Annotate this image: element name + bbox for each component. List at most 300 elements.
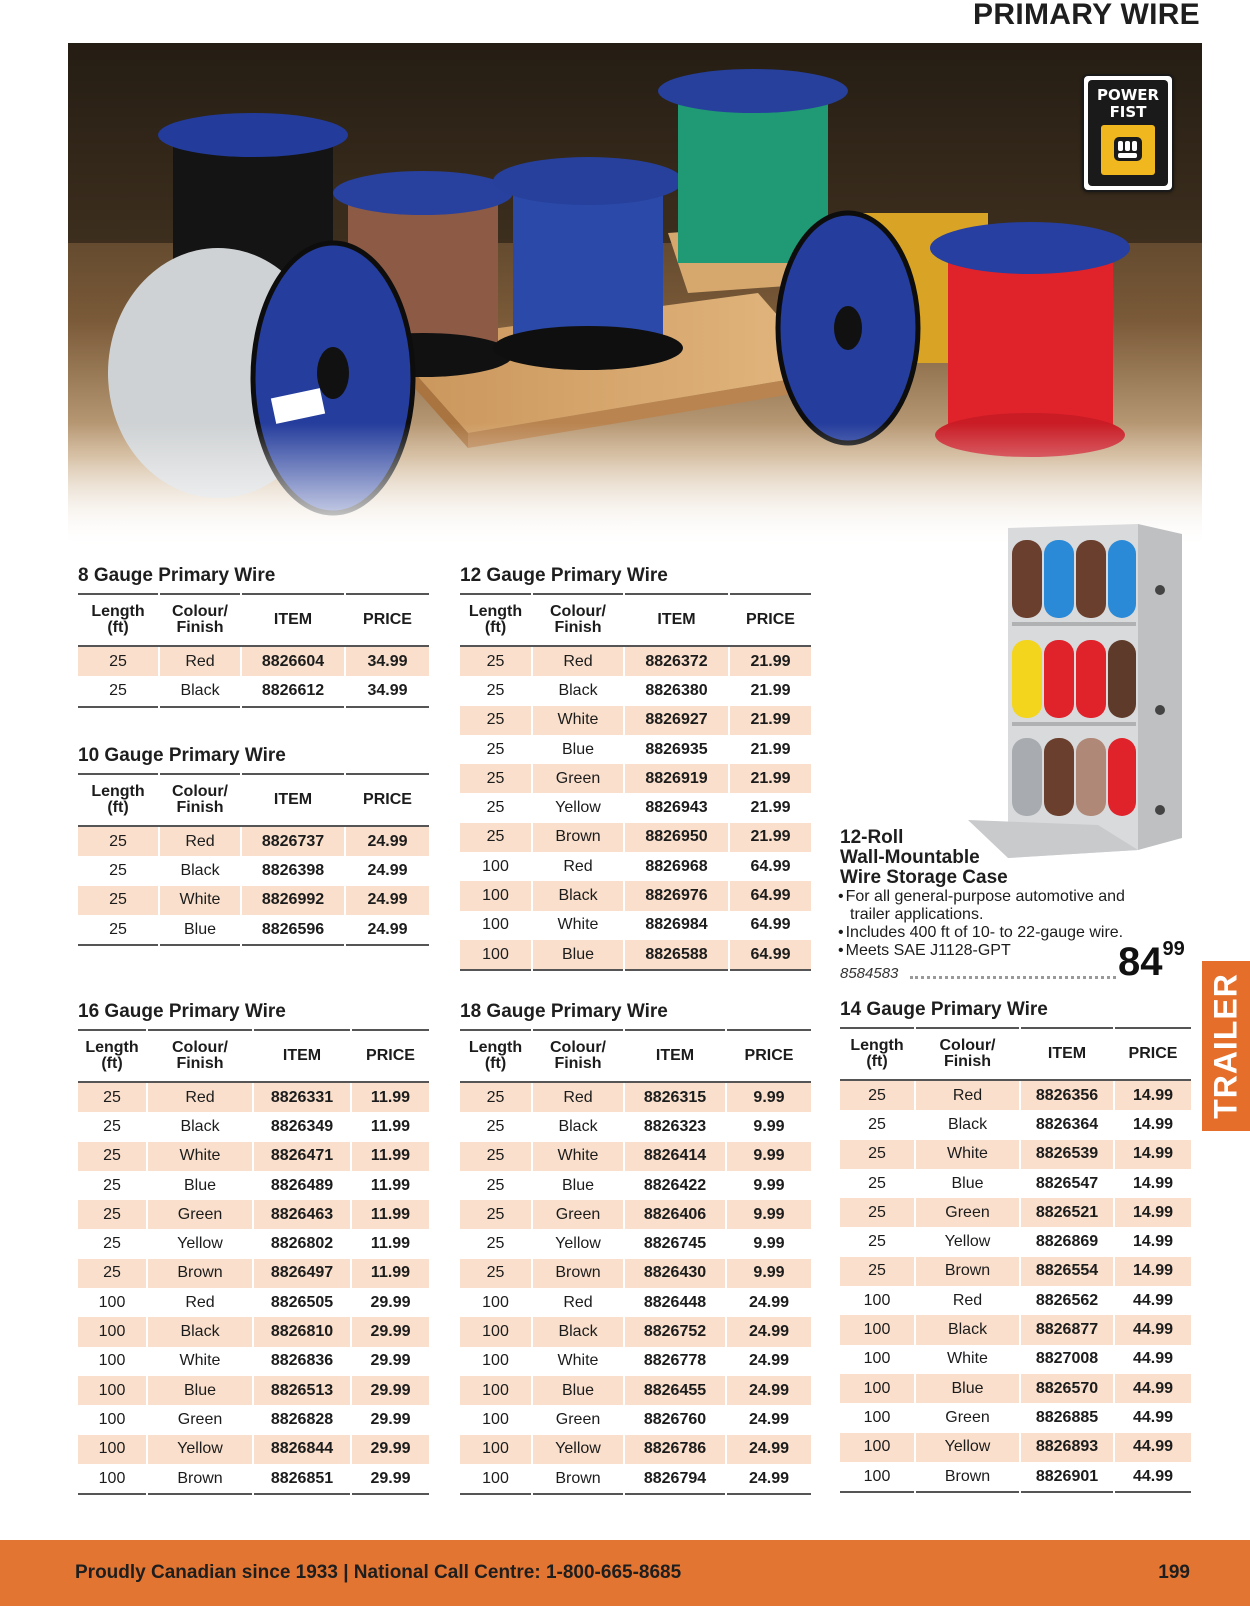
table-row bbox=[460, 911, 811, 940]
price-cell: 14.99 bbox=[1114, 1227, 1191, 1256]
colour-cell: Yellow bbox=[147, 1435, 253, 1464]
col-colour: Colour/ Finish bbox=[532, 1030, 624, 1082]
item-number-cell: 8826562 bbox=[1020, 1286, 1114, 1315]
table-row bbox=[460, 1347, 811, 1376]
length-cell: 25 bbox=[103, 1117, 121, 1135]
product-title-8-gauge: 8 Gauge Primary Wire bbox=[78, 565, 276, 586]
page-title: PRIMARY WIRE bbox=[973, 0, 1200, 31]
length-cell: 25 bbox=[109, 920, 127, 938]
length-cell: 100 bbox=[863, 1350, 891, 1368]
price-cell: 34.99 bbox=[345, 646, 429, 676]
table-row bbox=[840, 1169, 1191, 1198]
table-row bbox=[840, 1110, 1191, 1139]
colour-cell: Green bbox=[915, 1198, 1020, 1227]
product-title-18-gauge: 18 Gauge Primary Wire bbox=[460, 1001, 668, 1022]
colour-cell: Brown bbox=[147, 1464, 253, 1494]
price-cell: 9.99 bbox=[726, 1259, 811, 1288]
price-cell: 44.99 bbox=[1114, 1286, 1191, 1315]
item-number-cell: 8826588 bbox=[624, 940, 729, 970]
section-tab-trailer[interactable] bbox=[1202, 961, 1250, 1131]
item-number-cell: 8826604 bbox=[241, 646, 345, 676]
col-colour: Colour/ Finish bbox=[532, 594, 624, 646]
table-row bbox=[460, 1288, 811, 1317]
length-cell: 100 bbox=[863, 1291, 891, 1309]
colour-cell: Black bbox=[915, 1110, 1020, 1139]
length-cell: 25 bbox=[486, 799, 505, 817]
table-row bbox=[460, 646, 811, 676]
item-number-cell: 8826539 bbox=[1020, 1140, 1114, 1169]
table-row bbox=[460, 706, 811, 735]
item-number-cell: 8826448 bbox=[624, 1288, 726, 1317]
colour-cell: Red bbox=[532, 1082, 624, 1112]
colour-cell: Black bbox=[159, 856, 241, 885]
length-cell: 25 bbox=[460, 823, 532, 852]
price-cell: 24.99 bbox=[726, 1405, 811, 1434]
item-number-cell: 8826778 bbox=[624, 1347, 726, 1376]
price-cell: 44.99 bbox=[1114, 1462, 1191, 1492]
table-header-row bbox=[78, 1030, 429, 1082]
item-number-cell: 8826844 bbox=[253, 1435, 351, 1464]
product-title-10-gauge: 10 Gauge Primary Wire bbox=[78, 745, 286, 766]
price-cell: 24.99 bbox=[726, 1317, 811, 1346]
length-cell: 25 bbox=[78, 1200, 147, 1229]
product-title-14-gauge: 14 Gauge Primary Wire bbox=[840, 999, 1048, 1020]
table-row bbox=[840, 1345, 1191, 1374]
colour-cell: Blue bbox=[915, 1169, 1020, 1198]
table-header-row bbox=[78, 594, 429, 646]
length-cell: 25 bbox=[868, 1174, 886, 1192]
col-price: PRICE bbox=[1114, 1028, 1191, 1080]
table-row bbox=[460, 1464, 811, 1494]
table-row bbox=[460, 1229, 811, 1258]
length-cell: 25 bbox=[109, 681, 127, 699]
item-number-cell: 8826877 bbox=[1020, 1315, 1114, 1344]
item-number-cell: 8826802 bbox=[253, 1229, 351, 1258]
item-number-cell: 8826968 bbox=[624, 852, 729, 881]
price-cell: 14.99 bbox=[1114, 1198, 1191, 1227]
length-cell: 100 bbox=[863, 1467, 891, 1485]
colour-cell: Black bbox=[532, 881, 624, 910]
page-number: 199 bbox=[1158, 1562, 1190, 1583]
item-number-cell: 8826794 bbox=[624, 1464, 726, 1494]
colour-cell: Black bbox=[147, 1317, 253, 1346]
table-row bbox=[840, 1140, 1191, 1169]
colour-cell: Red bbox=[532, 852, 624, 881]
colour-cell: Blue bbox=[532, 1171, 624, 1200]
price-cell: 44.99 bbox=[1114, 1345, 1191, 1374]
item-number-cell: 8826406 bbox=[624, 1200, 726, 1229]
price-cell: 29.99 bbox=[351, 1405, 429, 1434]
item-number-cell: 8826737 bbox=[241, 826, 345, 856]
table-row bbox=[460, 1171, 811, 1200]
length-cell: 100 bbox=[98, 1293, 126, 1311]
table-row bbox=[840, 1433, 1191, 1462]
price-cell: 14.99 bbox=[1114, 1169, 1191, 1198]
length-cell: 25 bbox=[78, 1142, 147, 1171]
price-cell: 11.99 bbox=[351, 1229, 429, 1258]
col-length: Length (ft) bbox=[78, 774, 159, 826]
price-cell: 44.99 bbox=[1114, 1315, 1191, 1344]
footer-text: Proudly Canadian since 1933 | National Call Centre: 1-800-665-8685 bbox=[75, 1562, 682, 1583]
item-number-cell: 8826364 bbox=[1020, 1110, 1114, 1139]
price-cell: 21.99 bbox=[729, 764, 811, 793]
table-row bbox=[78, 1112, 429, 1141]
table-row bbox=[78, 1347, 429, 1376]
length-cell: 25 bbox=[78, 1082, 147, 1112]
table-row bbox=[460, 1435, 811, 1464]
table-header-row bbox=[840, 1028, 1191, 1080]
table-row bbox=[78, 1376, 429, 1405]
price-cell: 11.99 bbox=[351, 1142, 429, 1171]
item-number-cell: 8826489 bbox=[253, 1171, 351, 1200]
length-cell: 25 bbox=[840, 1198, 915, 1227]
table-row bbox=[78, 646, 429, 676]
colour-cell: Red bbox=[532, 646, 624, 676]
table-row bbox=[78, 1171, 429, 1200]
item-number-cell: 8826786 bbox=[624, 1435, 726, 1464]
item-number-cell: 8826505 bbox=[253, 1288, 351, 1317]
colour-cell: Red bbox=[159, 646, 241, 676]
price-cell: 24.99 bbox=[345, 915, 429, 945]
table-row bbox=[78, 1229, 429, 1258]
colour-cell: Black bbox=[915, 1315, 1020, 1344]
price-cell: 11.99 bbox=[351, 1200, 429, 1229]
colour-cell: Black bbox=[147, 1112, 253, 1141]
length-cell: 100 bbox=[460, 1376, 532, 1405]
price-dollars: 84 bbox=[1118, 940, 1163, 984]
item-number-cell: 8826430 bbox=[624, 1259, 726, 1288]
colour-cell: Blue bbox=[915, 1374, 1020, 1403]
table-row bbox=[840, 1198, 1191, 1227]
col-item: ITEM bbox=[1020, 1028, 1114, 1080]
table-row bbox=[460, 852, 811, 881]
col-length: Length (ft) bbox=[78, 594, 159, 646]
price-cell: 24.99 bbox=[726, 1435, 811, 1464]
length-cell: 25 bbox=[840, 1257, 915, 1286]
length-cell: 100 bbox=[840, 1374, 915, 1403]
section-tab-label: TRAILER bbox=[1207, 973, 1244, 1119]
length-cell: 25 bbox=[868, 1115, 886, 1133]
table-row bbox=[78, 1082, 429, 1112]
length-cell: 25 bbox=[78, 886, 159, 915]
colour-cell: Brown bbox=[532, 823, 624, 852]
length-cell: 25 bbox=[78, 826, 159, 856]
col-price: PRICE bbox=[345, 774, 429, 826]
colour-cell: Yellow bbox=[147, 1229, 253, 1258]
col-price: PRICE bbox=[345, 594, 429, 646]
table-row bbox=[78, 1317, 429, 1346]
dotted-leader bbox=[910, 976, 1116, 979]
item-number-cell: 8826315 bbox=[624, 1082, 726, 1112]
item-number-cell: 8826919 bbox=[624, 764, 729, 793]
storage-case-title-line-2: Wall-Mountable bbox=[840, 847, 980, 868]
price-cell: 24.99 bbox=[345, 856, 429, 885]
price-cell: 24.99 bbox=[726, 1376, 811, 1405]
colour-cell: Brown bbox=[532, 1464, 624, 1494]
length-cell: 25 bbox=[103, 1176, 121, 1194]
length-cell: 25 bbox=[103, 1235, 121, 1253]
length-cell: 25 bbox=[109, 861, 127, 879]
colour-cell: Brown bbox=[532, 1259, 624, 1288]
length-cell: 100 bbox=[482, 857, 509, 875]
price-cell: 21.99 bbox=[729, 793, 811, 822]
price-cell: 44.99 bbox=[1114, 1433, 1191, 1462]
price-cell: 14.99 bbox=[1114, 1110, 1191, 1139]
table-row bbox=[840, 1462, 1191, 1492]
item-number-cell: 8826752 bbox=[624, 1317, 726, 1346]
price-cell: 9.99 bbox=[726, 1112, 811, 1141]
storage-case-price bbox=[1118, 940, 1185, 985]
item-number-cell: 8826869 bbox=[1020, 1227, 1114, 1256]
length-cell: 25 bbox=[460, 646, 532, 676]
table-header-row bbox=[78, 774, 429, 826]
colour-cell: Red bbox=[915, 1080, 1020, 1110]
table-row bbox=[460, 764, 811, 793]
price-cell: 9.99 bbox=[726, 1142, 811, 1171]
colour-cell: Red bbox=[532, 1288, 624, 1317]
item-number-cell: 8827008 bbox=[1020, 1345, 1114, 1374]
item-number-cell: 8826950 bbox=[624, 823, 729, 852]
item-number-cell: 8826398 bbox=[241, 856, 345, 885]
table-row bbox=[78, 1259, 429, 1288]
price-cell: 14.99 bbox=[1114, 1140, 1191, 1169]
colour-cell: Yellow bbox=[915, 1227, 1020, 1256]
col-length: Length (ft) bbox=[460, 1030, 532, 1082]
price-cell: 24.99 bbox=[345, 886, 429, 915]
length-cell: 25 bbox=[78, 646, 159, 676]
colour-cell: Brown bbox=[147, 1259, 253, 1288]
length-cell: 25 bbox=[78, 1259, 147, 1288]
table-row bbox=[460, 793, 811, 822]
logo-line-1: POWER bbox=[1096, 86, 1160, 104]
colour-cell: White bbox=[159, 886, 241, 915]
item-number-cell: 8826745 bbox=[624, 1229, 726, 1258]
table-header-row bbox=[460, 594, 811, 646]
length-cell: 100 bbox=[78, 1435, 147, 1464]
length-cell: 100 bbox=[460, 1317, 532, 1346]
col-colour: Colour/ Finish bbox=[159, 594, 241, 646]
length-cell: 100 bbox=[98, 1410, 126, 1428]
logo-line-2: FIST bbox=[1109, 103, 1147, 121]
item-number-cell: 8826521 bbox=[1020, 1198, 1114, 1227]
storage-case-title-line-1: 12-Roll bbox=[840, 827, 904, 848]
colour-cell: Brown bbox=[915, 1462, 1020, 1492]
price-cell: 44.99 bbox=[1114, 1403, 1191, 1432]
item-number-cell: 8826984 bbox=[624, 911, 729, 940]
item-number-cell: 8826851 bbox=[253, 1464, 351, 1494]
table-row bbox=[78, 886, 429, 915]
price-cell: 64.99 bbox=[729, 852, 811, 881]
colour-cell: Red bbox=[159, 826, 241, 856]
item-number-cell: 8826497 bbox=[253, 1259, 351, 1288]
price-cell: 21.99 bbox=[729, 735, 811, 764]
table-row bbox=[460, 940, 811, 970]
colour-cell: Blue bbox=[532, 940, 624, 970]
price-cell: 64.99 bbox=[729, 881, 811, 910]
wire-spools-image bbox=[68, 43, 1202, 548]
price-cell: 29.99 bbox=[351, 1464, 429, 1494]
length-cell: 25 bbox=[460, 1082, 532, 1112]
table-row bbox=[78, 1405, 429, 1434]
item-number-cell: 8826356 bbox=[1020, 1080, 1114, 1110]
item-number-cell: 8826992 bbox=[241, 886, 345, 915]
table-row bbox=[460, 1112, 811, 1141]
colour-cell: Yellow bbox=[532, 1229, 624, 1258]
item-number-cell: 8826422 bbox=[624, 1171, 726, 1200]
colour-cell: White bbox=[147, 1347, 253, 1376]
product-title-16-gauge: 16 Gauge Primary Wire bbox=[78, 1001, 286, 1022]
table-row bbox=[78, 676, 429, 706]
price-cell: 11.99 bbox=[351, 1112, 429, 1141]
length-cell: 100 bbox=[482, 1410, 509, 1428]
length-cell: 25 bbox=[486, 1235, 505, 1253]
item-number-cell: 8826901 bbox=[1020, 1462, 1114, 1492]
col-item: ITEM bbox=[241, 774, 345, 826]
price-cell: 24.99 bbox=[726, 1288, 811, 1317]
colour-cell: Red bbox=[147, 1288, 253, 1317]
colour-cell: White bbox=[915, 1345, 1020, 1374]
length-cell: 100 bbox=[840, 1315, 915, 1344]
length-cell: 25 bbox=[840, 1080, 915, 1110]
col-length: Length (ft) bbox=[460, 594, 532, 646]
item-number-cell: 8826927 bbox=[624, 706, 729, 735]
length-cell: 100 bbox=[98, 1352, 126, 1370]
length-cell: 100 bbox=[482, 1469, 509, 1487]
table-row bbox=[78, 1464, 429, 1494]
table-row bbox=[460, 1142, 811, 1171]
price-cell: 29.99 bbox=[351, 1347, 429, 1376]
colour-cell: Blue bbox=[532, 1376, 624, 1405]
price-cell: 9.99 bbox=[726, 1082, 811, 1112]
table-row bbox=[78, 1142, 429, 1171]
length-cell: 100 bbox=[482, 1352, 509, 1370]
table-row bbox=[840, 1403, 1191, 1432]
colour-cell: Yellow bbox=[915, 1433, 1020, 1462]
colour-cell: Yellow bbox=[532, 793, 624, 822]
table-18-gauge bbox=[460, 1029, 811, 1495]
col-price: PRICE bbox=[729, 594, 811, 646]
length-cell: 100 bbox=[98, 1469, 126, 1487]
col-length: Length (ft) bbox=[78, 1030, 147, 1082]
col-item: ITEM bbox=[624, 594, 729, 646]
table-row bbox=[78, 826, 429, 856]
price-cell: 14.99 bbox=[1114, 1080, 1191, 1110]
price-cents: 99 bbox=[1162, 938, 1185, 960]
item-number-cell: 8826349 bbox=[253, 1112, 351, 1141]
table-row bbox=[460, 823, 811, 852]
price-cell: 14.99 bbox=[1114, 1257, 1191, 1286]
feature-item: • Includes 400 ft of 10- to 22-gauge wire. bbox=[838, 924, 1168, 942]
colour-cell: Black bbox=[159, 676, 241, 706]
length-cell: 25 bbox=[460, 1142, 532, 1171]
colour-cell: Yellow bbox=[532, 1435, 624, 1464]
length-cell: 100 bbox=[863, 1408, 891, 1426]
item-number-cell: 8826471 bbox=[253, 1142, 351, 1171]
table-row bbox=[460, 1200, 811, 1229]
table-row bbox=[460, 881, 811, 910]
length-cell: 25 bbox=[486, 1176, 505, 1194]
hero-photo bbox=[68, 43, 1202, 548]
price-cell: 11.99 bbox=[351, 1259, 429, 1288]
col-item: ITEM bbox=[624, 1030, 726, 1082]
item-number-cell: 8826976 bbox=[624, 881, 729, 910]
fist-icon bbox=[1101, 125, 1155, 175]
colour-cell: Green bbox=[147, 1200, 253, 1229]
colour-cell: Black bbox=[532, 1112, 624, 1141]
length-cell: 100 bbox=[840, 1433, 915, 1462]
item-number-cell: 8826885 bbox=[1020, 1403, 1114, 1432]
length-cell: 25 bbox=[460, 764, 532, 793]
colour-cell: Brown bbox=[915, 1257, 1020, 1286]
table-8-gauge bbox=[78, 593, 429, 708]
colour-cell: Green bbox=[532, 1200, 624, 1229]
table-row bbox=[78, 1435, 429, 1464]
feature-item: • For all general-purpose automotive and trailer applications. bbox=[838, 888, 1168, 924]
feature-item: • Meets SAE J1128-GPT bbox=[838, 942, 1168, 960]
power-fist-logo bbox=[1082, 74, 1174, 192]
price-cell: 11.99 bbox=[351, 1082, 429, 1112]
item-number-cell: 8826810 bbox=[253, 1317, 351, 1346]
colour-cell: Green bbox=[915, 1403, 1020, 1432]
colour-cell: Green bbox=[147, 1405, 253, 1434]
item-number-cell: 8826893 bbox=[1020, 1433, 1114, 1462]
price-cell: 34.99 bbox=[345, 676, 429, 706]
price-cell: 44.99 bbox=[1114, 1374, 1191, 1403]
colour-cell: White bbox=[532, 1347, 624, 1376]
table-row bbox=[840, 1374, 1191, 1403]
table-row bbox=[460, 1082, 811, 1112]
col-price: PRICE bbox=[726, 1030, 811, 1082]
price-cell: 29.99 bbox=[351, 1376, 429, 1405]
table-row bbox=[460, 1376, 811, 1405]
col-length: Length (ft) bbox=[840, 1028, 915, 1080]
colour-cell: Red bbox=[915, 1286, 1020, 1315]
item-number-cell: 8826596 bbox=[241, 915, 345, 945]
price-cell: 21.99 bbox=[729, 676, 811, 705]
length-cell: 100 bbox=[482, 1293, 509, 1311]
colour-cell: Green bbox=[532, 1405, 624, 1434]
colour-cell: White bbox=[915, 1140, 1020, 1169]
colour-cell: White bbox=[532, 1142, 624, 1171]
table-row bbox=[840, 1080, 1191, 1110]
col-item: ITEM bbox=[253, 1030, 351, 1082]
colour-cell: Black bbox=[532, 676, 624, 705]
colour-cell: Red bbox=[147, 1082, 253, 1112]
item-number-cell: 8826380 bbox=[624, 676, 729, 705]
price-cell: 21.99 bbox=[729, 646, 811, 676]
length-cell: 25 bbox=[486, 681, 505, 699]
price-cell: 29.99 bbox=[351, 1435, 429, 1464]
price-cell: 9.99 bbox=[726, 1200, 811, 1229]
item-number-cell: 8826547 bbox=[1020, 1169, 1114, 1198]
col-colour: Colour/ Finish bbox=[147, 1030, 253, 1082]
table-12-gauge bbox=[460, 593, 811, 971]
item-number-cell: 8826513 bbox=[253, 1376, 351, 1405]
table-header-row bbox=[460, 1030, 811, 1082]
table-10-gauge bbox=[78, 773, 429, 946]
colour-cell: Blue bbox=[147, 1171, 253, 1200]
length-cell: 100 bbox=[460, 1435, 532, 1464]
logo-text bbox=[1088, 80, 1168, 121]
item-number-cell: 8826455 bbox=[624, 1376, 726, 1405]
col-price: PRICE bbox=[351, 1030, 429, 1082]
colour-cell: White bbox=[532, 706, 624, 735]
item-number-cell: 8826836 bbox=[253, 1347, 351, 1376]
item-number-cell: 8826760 bbox=[624, 1405, 726, 1434]
colour-cell: Blue bbox=[532, 735, 624, 764]
table-row bbox=[460, 1405, 811, 1434]
price-cell: 29.99 bbox=[351, 1288, 429, 1317]
